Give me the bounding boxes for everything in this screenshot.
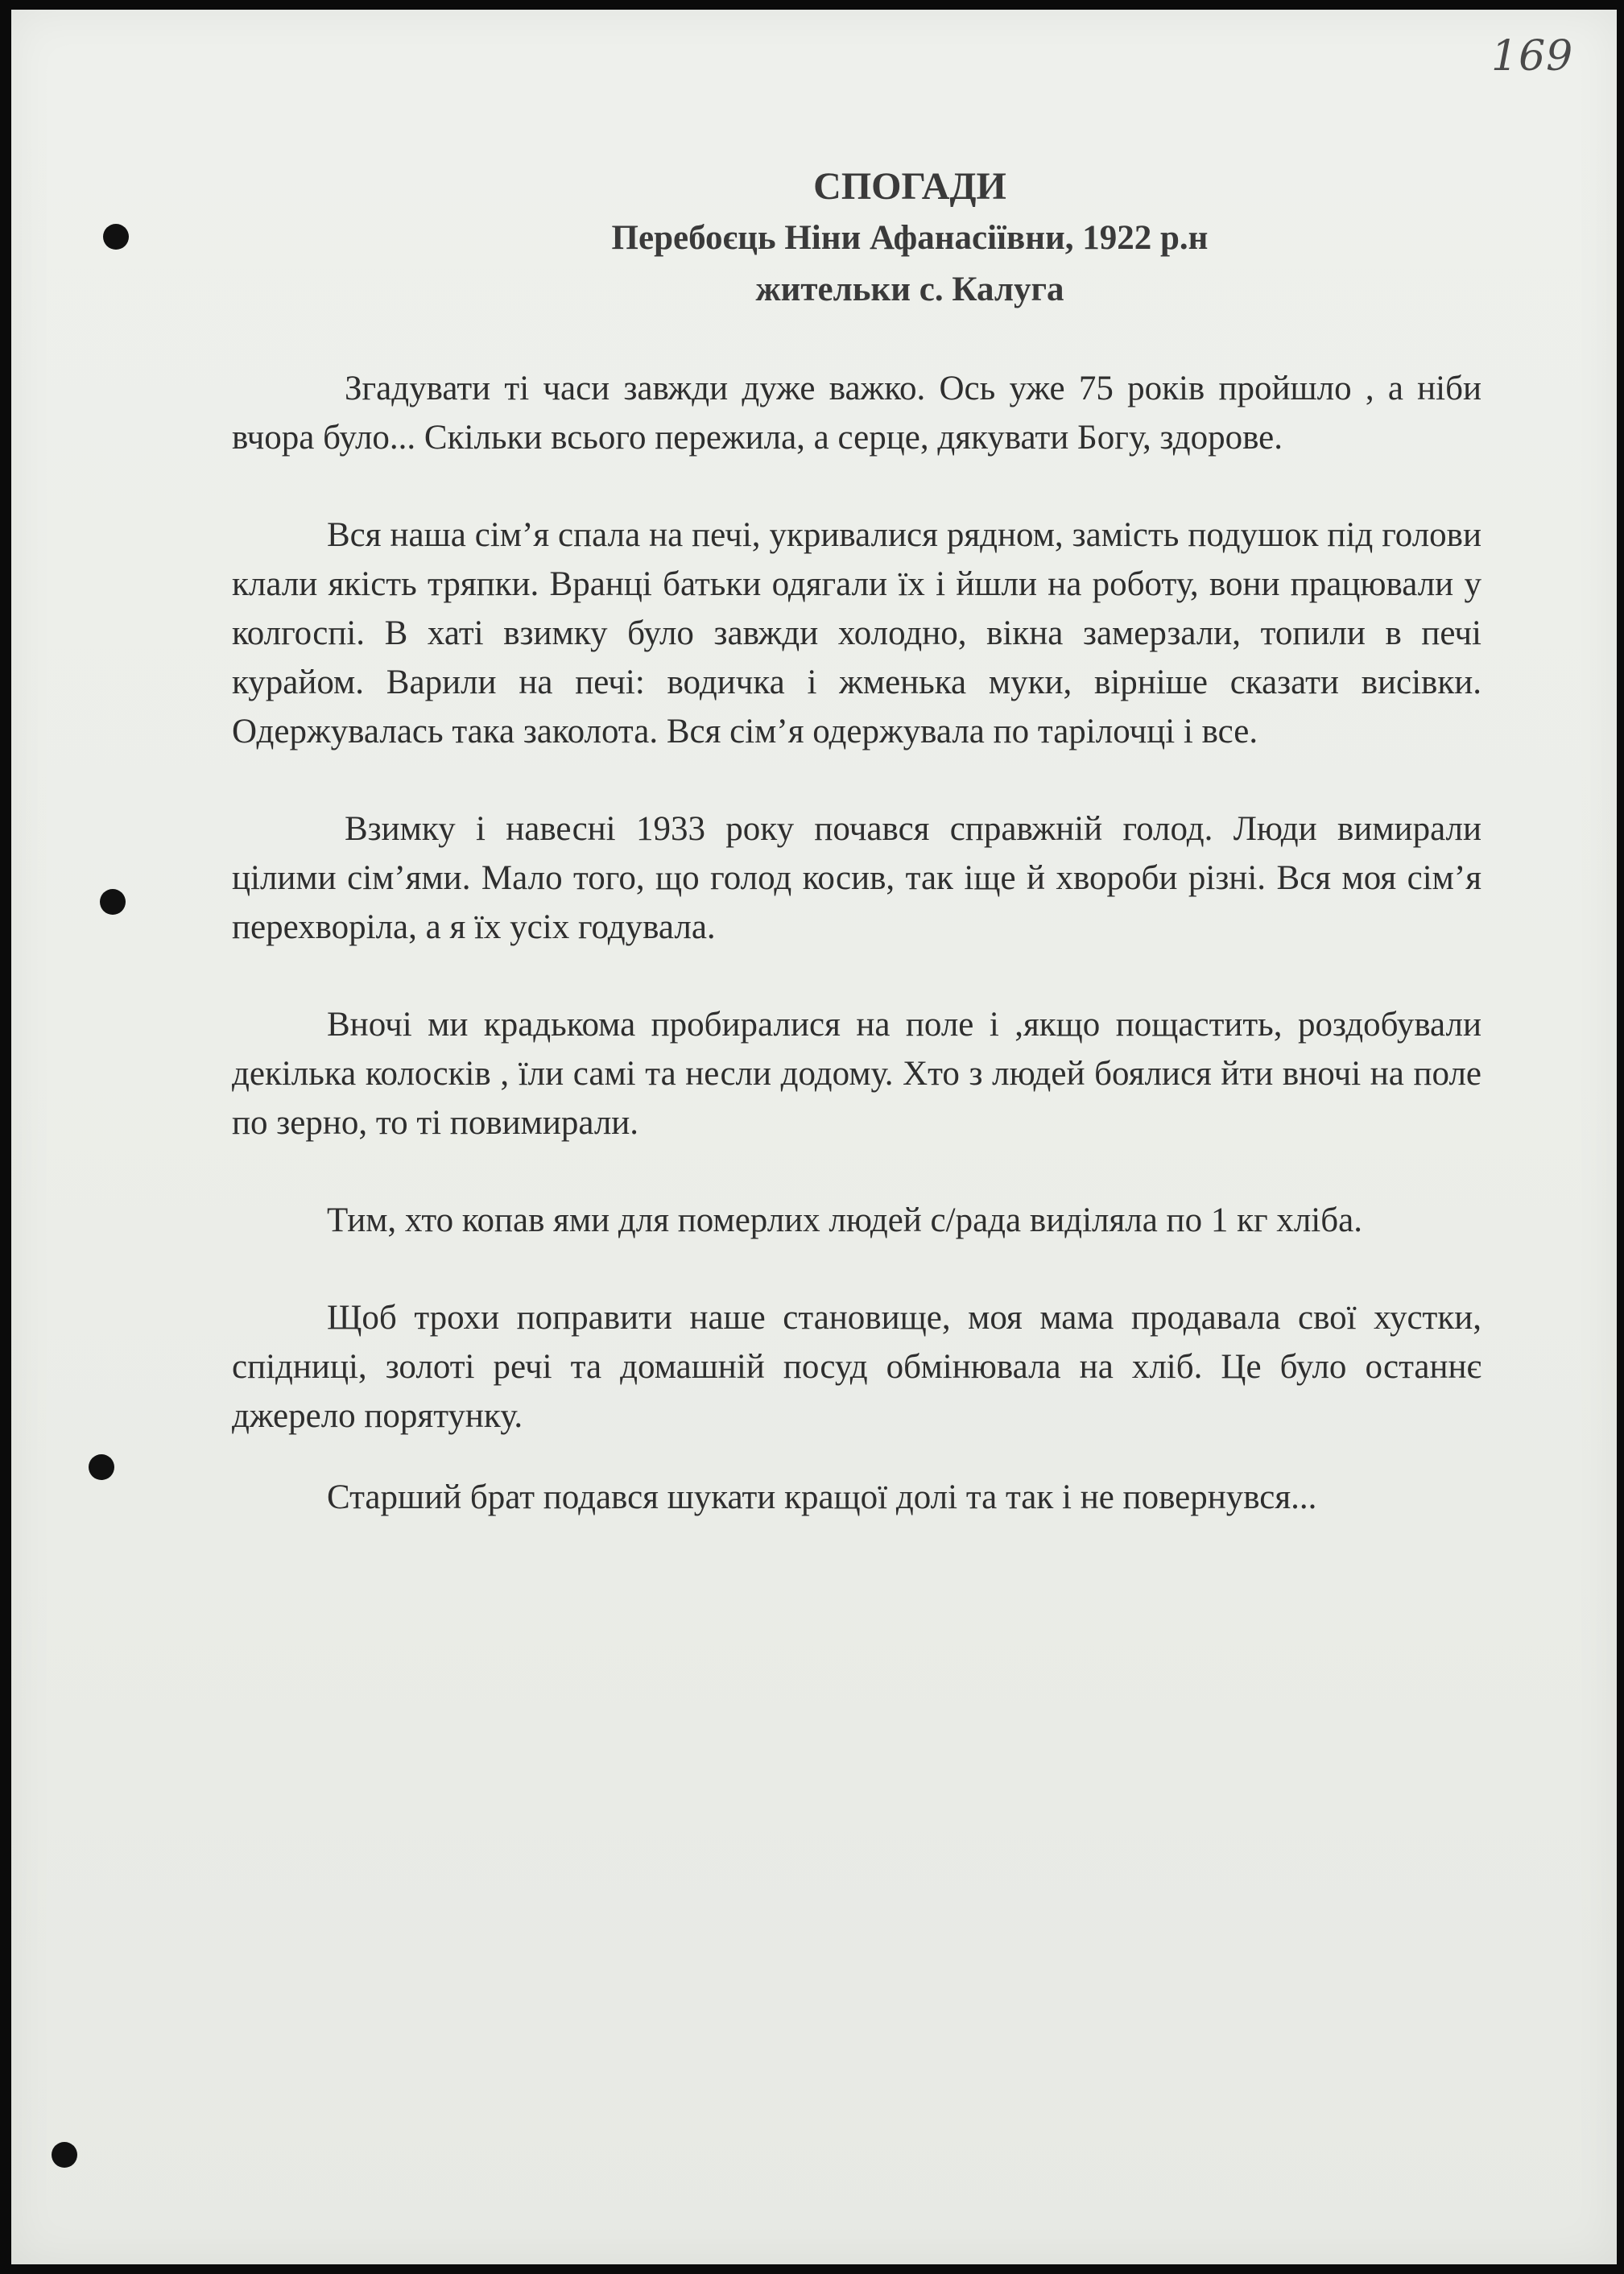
document-header — [451, 161, 1369, 316]
author-name-line: Перебоєць Ніни Афанасіївни, 1922 р.н — [611, 219, 1209, 257]
paragraph: Вночі ми крадькома пробиралися на поле і ,якщо пощастить, роздобували декілька колосків , їли самі та несли додому. Хто з людей боялися йти вночі на поле по зерно, то ті повимирали. — [232, 1006, 1481, 1142]
punch-hole-4 — [52, 2142, 77, 2168]
punch-hole-2 — [100, 889, 126, 915]
paragraph: Щоб трохи поправити наше становище, моя мама продавала свої хустки, спідниці, золоті речі та домашній посуд обмінювала на хліб. Це було останнє джерело порятунку. — [232, 1299, 1481, 1435]
paragraph: Старший брат подався шукати кращої долі та так і не повернувся... — [327, 1478, 1317, 1516]
paragraph: Взимку і навесні 1933 року почався справжній голод. Люди вимирали цілими сім’ями. Мало того, що голод косив, так іще й хвороби різні. Вся моя сім’я перехворіла, а я їх усіх годувала. — [232, 810, 1481, 946]
paragraph: Тим, хто копав ями для померлих людей с/рада виділяла по 1 кг хліба. — [327, 1201, 1362, 1239]
author-residence-line: жительки с. Калуга — [755, 271, 1064, 308]
memoir-body — [232, 364, 1481, 1570]
punch-hole-3 — [89, 1454, 114, 1480]
paragraph: Вся наша сім’я спала на печі, укривалися рядном, замість подушок під голови клали якість тряпки. Вранці батьки одягали їх і йшли на роботу, вони працювали у колгоспі. В хаті взимку було завжди холодно, вікна замерзали, топили в печі курайом. Варили на печі: водичка і жменька муки, вірніше сказати висівки. Одержувалась така заколота. Вся сім’я одержувала по тарілочці і все. — [232, 516, 1481, 750]
paragraph: Згадувати ті часи завжди дуже важко. Ось уже 75 років пройшло , а ніби вчора було... Скільки всього пережила, а серце, дякувати Богу, здорове. — [232, 370, 1481, 457]
document-title: СПОГАДИ — [813, 165, 1006, 208]
page-number: 169 — [1491, 32, 1574, 81]
punch-hole-1 — [103, 224, 129, 250]
